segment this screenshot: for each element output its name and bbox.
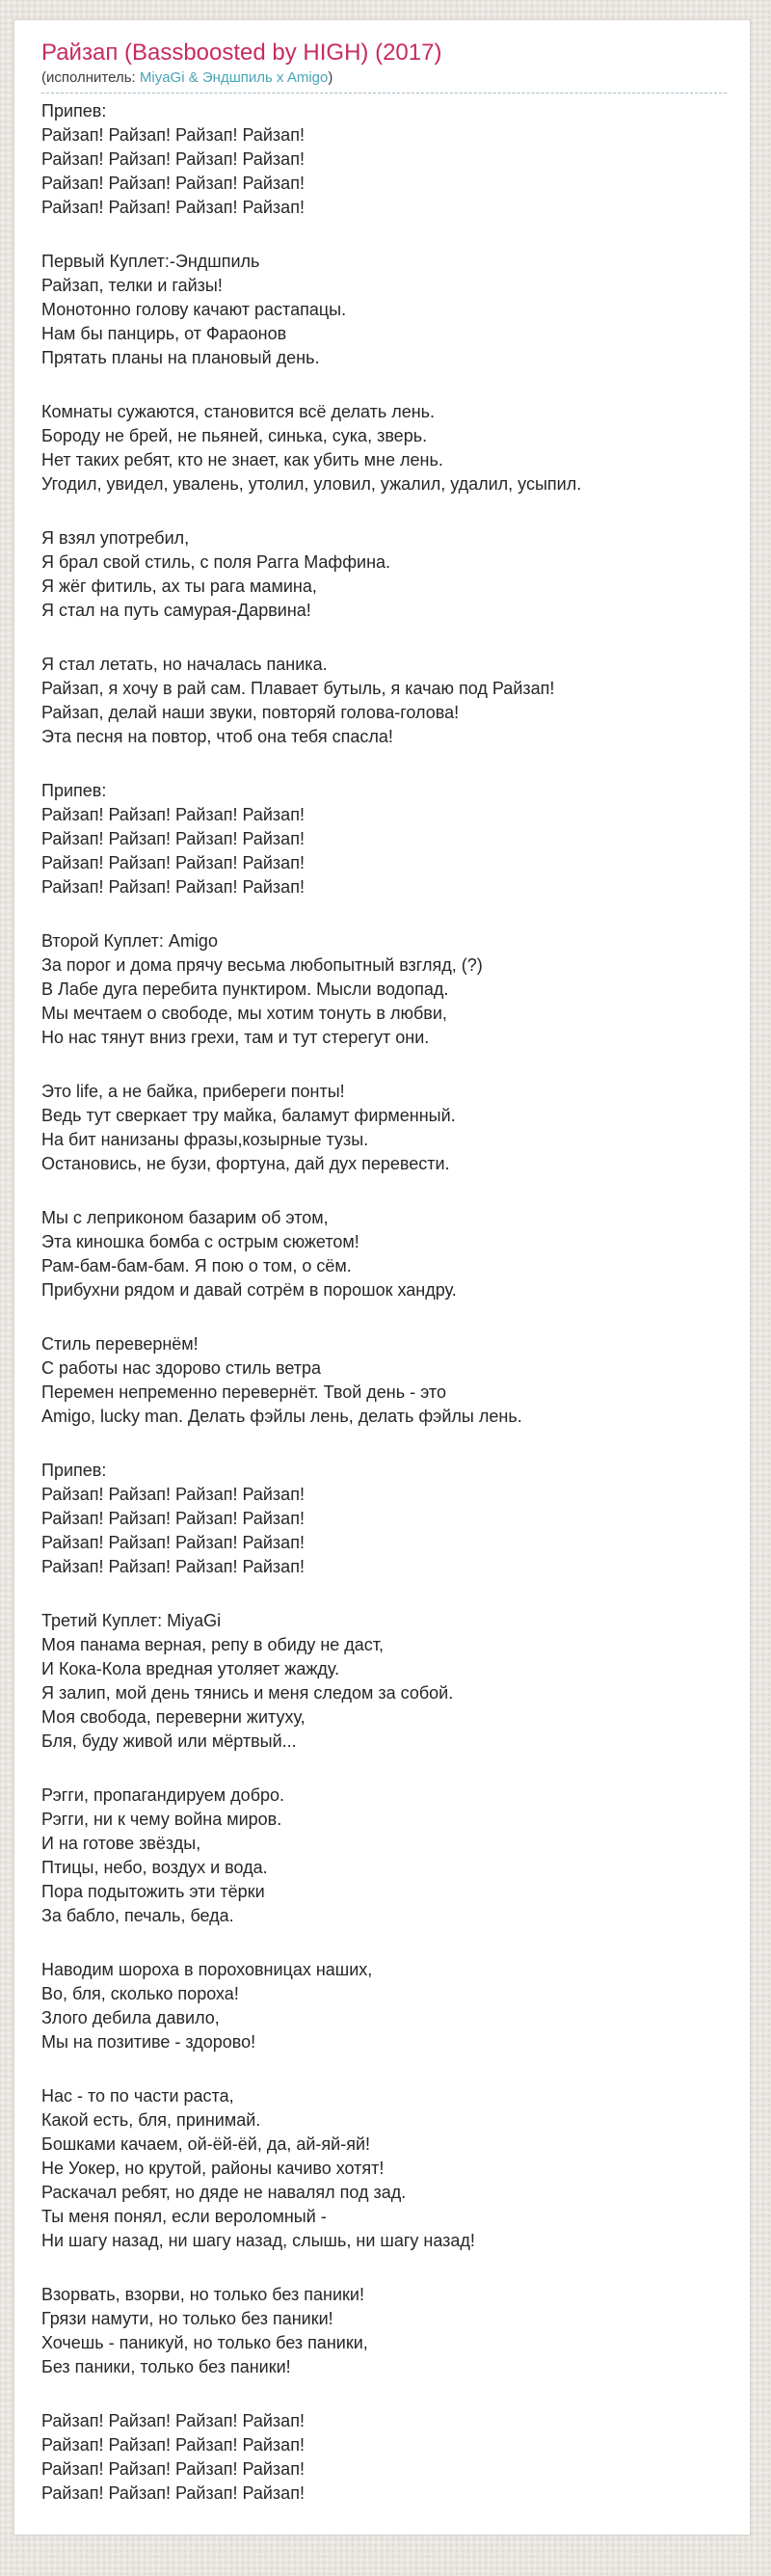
stanza: Третий Куплет: MiyaGi Моя панама верная, репу в обиду не даст, И Кока-Кола вредная утоляет жажду. Я залип, мой день тянись и меня следом за собой. Моя свобода, переверни житуху, Бля, буду живой или мёртвый...: [41, 1611, 454, 1751]
stanza: Я взял употребил, Я брал свой стиль, с поля Рагга Маффина. Я жёг фитиль, ах ты рага мамина, Я стал на путь самурая-Дарвина!: [41, 528, 391, 620]
stanza: Наводим шороха в пороховницах наших, Во, бля, сколько пороха! Злого дебила давило, Мы на позитиве - здорово!: [41, 1960, 373, 2052]
stanza: Мы с леприконом базарим об этом, Эта киношка бомба с острым сюжетом! Рам-бам-бам-бам. Я пою о том, о сём. Прибухни рядом и давай сотрём в порошок хандру.: [41, 1208, 457, 1300]
stanza: Припев: Райзап! Райзап! Райзап! Райзап! Райзап! Райзап! Райзап! Райзап! Райзап! Райзап! Райзап! Райзап! Райзап! Райзап! Райзап! Райзап!: [41, 101, 305, 217]
artist-suffix-label: ): [328, 69, 333, 86]
stanza: Я стал летать, но началась паника. Райзап, я хочу в рай сам. Плавает бутыль, я качаю под Райзап! Райзап, делай наши звуки, повторяй голова-голова! Эта песня на повтор, чтоб она тебя спасла!: [41, 655, 555, 746]
artist-line: [41, 70, 727, 94]
lyrics-card: [13, 19, 751, 2536]
stanza: Нас - то по части раста, Какой есть, бля, принимай. Бошками качаем, ой-ёй-ёй, да, ай-яй-яй! Не Уокер, но крутой, районы качиво хотят! Раскачал ребят, но дяде не навалял под зад. Ты меня понял, если вероломный - Ни шагу назад, ни шагу назад, слышь, ни шагу назад!: [41, 2086, 475, 2250]
lyrics-text: [41, 99, 727, 2506]
artist-link[interactable]: MiyaGi & Эндшпиль x Amigo: [139, 69, 329, 86]
stanza: Райзап! Райзап! Райзап! Райзап! Райзап! Райзап! Райзап! Райзап! Райзап! Райзап! Райзап! Райзап! Райзап! Райзап! Райзап! Райзап!: [41, 2411, 305, 2503]
stanza: Стиль перевернём! С работы нас здорово стиль ветра Перемен непременно перевернёт. Твой день - это Amigo, lucky man. Делать фэйлы лень, делать фэйлы лень.: [41, 1334, 522, 1426]
stanza: Второй Куплет: Amigo За порог и дома прячу весьма любопытный взгляд, (?) В Лабе дуга перебита пунктиром. Мысли водопад. Мы мечтаем о свободе, мы хотим тонуть в любви, Но нас тянут вниз грехи, там и тут стерегут они.: [41, 931, 483, 1047]
stanza: Взорвать, взорви, но только без паники! Грязи намути, но только без паники! Хочешь - паникуй, но только без паники, Без паники, только без паники!: [41, 2285, 368, 2376]
stanza: Первый Куплет:-Эндшпиль Райзап, телки и гайзы! Монотонно голову качают растапацы. Нам бы панцирь, от Фараонов Прятать планы на плановый день.: [41, 252, 347, 367]
stanza: Комнаты сужаются, становится всё делать лень. Бороду не брей, не пьяней, синька, сука, зверь. Нет таких ребят, кто не знает, как убить мне лень. Угодил, увидел, увалень, утолил, уловил, ужалил, удалил, усыпил.: [41, 402, 582, 494]
stanza: Припев: Райзап! Райзап! Райзап! Райзап! Райзап! Райзап! Райзап! Райзап! Райзап! Райзап! Райзап! Райзап! Райзап! Райзап! Райзап! Райзап!: [41, 1461, 305, 1576]
stanza: Рэгги, пропагандируем добро. Рэгги, ни к чему война миров. И на готове звёзды, Птицы, небо, воздух и вода. Пора подытожить эти тёрки За бабло, печаль, беда.: [41, 1785, 285, 1925]
stanza: Это life, а не байка, прибереги понты! Ведь тут сверкает тру майка, баламут фирменный. На бит нанизаны фразы,козырные тузы. Остановись, не бузи, фортуна, дай дух перевести.: [41, 1082, 456, 1173]
stanza: Припев: Райзап! Райзап! Райзап! Райзап! Райзап! Райзап! Райзап! Райзап! Райзап! Райзап! Райзап! Райзап! Райзап! Райзап! Райзап! Райзап!: [41, 781, 305, 897]
artist-prefix-label: (исполнитель:: [41, 69, 136, 86]
song-title: Райзап (Bassboosted by HIGH) (2017): [41, 40, 442, 66]
